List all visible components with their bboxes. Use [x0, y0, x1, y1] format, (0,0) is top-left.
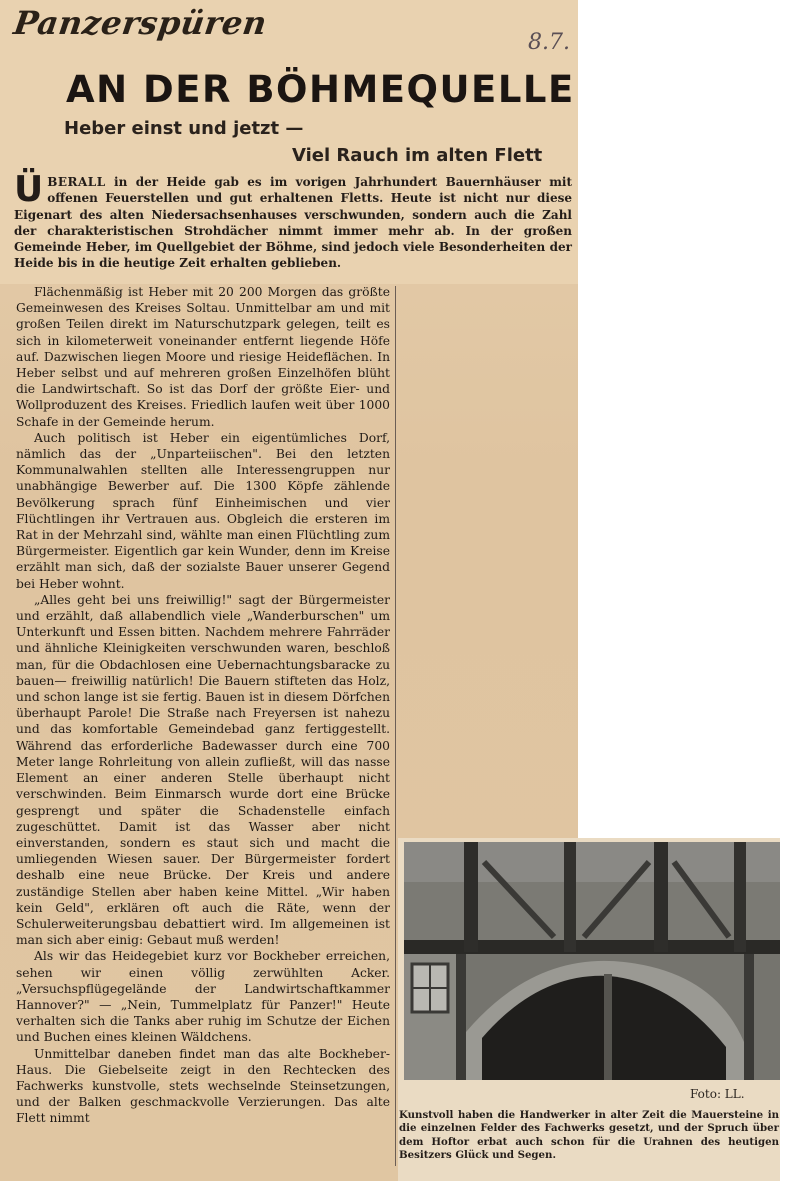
body-paragraph: „Alles geht bei uns freiwillig!" sagt der Bürgermeister und erzählt, daß allabendlich viele „Wanderburschen" um Unterkunft und Essen bitten. Nachdem mehrere Fahrräder und ähnliche Kleinigkeiten verschwunden waren, beschloß man, für die Obdachlosen eine Uebernachtungsbaracke zu bauen— freiwillig natürlich! Die Bauern stifteten das Holz, und schon lange ist sie fertig. Bauen ist in diesem Dörfchen überhaupt Parole! Die Straße nach Freyersen ist nahezu und das komfortable Gemeindebad ganz fertiggestellt. Während das erforderliche Badewasser durch eine 700 Meter lange Rohrleitung von allein zufließt, will das nasse Element an einer anderen Stelle überhaupt nicht verschwinden. Beim Einmarsch wurde dort eine Brücke gesprengt und später die Schadenstelle einfach zugeschüttet. Damit ist das Wasser aber nicht einverstanden, sondern es staut sich und macht die umliegenden Wiesen sauer. Der Bürgermeister fordert deshalb eine neue Brücke. Der Kreis und andere zuständige Stellen aber haben keine Mittel. „Wir haben kein Geld", erklären oft auch die Räte, wenn der Schulerweiterungsbau debattiert wird. Im allgemeinen ist man sich aber einig: Gebaut muß werden! [16, 592, 390, 948]
lead-text: in der Heide gab es im vorigen Jahrhundert Bauernhäuser mit offenen Feuerstellen und gut erhaltenen Fletts. Heute ist nicht nur diese Eigenart des alten Niedersachsenhauses verschwunden, sondern auch die Zahl der charakteristischen Strohdächer nimmt immer mehr ab. In der großen Gemeinde Heber, im Quellgebiet der Böhme, sind jedoch viele Besonderheiten der Heide bis in die heutige Zeit erhalten geblieben. [14, 175, 572, 271]
body-paragraph: Als wir das Heidegebiet kurz vor Bockheber erreichen, sehen wir einen völlig zerwühlten Acker. „Versuchspflügegelände der Landwirtschaftkammer Hannover?" — „Nein, Tummelplatz für Panzer!" Heute verhalten sich die Tanks aber ruhig im Schutze der Eichen und Buchen eines kleinen Wäldchens. [16, 949, 390, 1045]
lead-caps: BERALL [47, 175, 106, 189]
handwritten-date: 8.7. [528, 30, 570, 55]
article-body [16, 284, 390, 1181]
body-paragraph: Unmittelbar daneben findet man das alte Bockheber-Haus. Die Giebelseite zeigt in den Rechtecken des Fachwerks kunstvolle, stets wechselnde Steinsetzungen, und der Balken geschmackvolle Verzierungen. Das alte Flett nimmt [16, 1046, 390, 1126]
column-divider [395, 286, 396, 1166]
handwritten-title: Panzerspüren [11, 4, 270, 42]
headline: AN DER BÖHMEQUELLE [66, 68, 575, 111]
subheadline-1: Heber einst und jetzt — [64, 118, 304, 139]
lead-paragraph [14, 169, 572, 272]
subheadline-2: Viel Rauch im alten Flett [292, 145, 543, 166]
photo-illustration [404, 842, 780, 1080]
half-timbered-house-photo [404, 842, 780, 1080]
body-paragraph: Auch politisch ist Heber ein eigentümliches Dorf, nämlich das der „Unparteiischen". Bei den letzten Kommunalwahlen stellten alle Interessengruppen nur unabhängige Bewerber auf. Die 1300 Köpfe zählende Bevölkerung sprach fünf Einheimischen und vier Flüchtlingen ihr Vertrauen aus. Obgleich die ersteren im Rat in der Mehrzahl sind, wählte man einen Flüchtling zum Bürgermeister. Eigentlich gar kein Wunder, denn im Kreise erzählt man sich, daß der sozialste Bauer unserer Gegend bei Heber wohnt. [16, 430, 390, 591]
body-paragraph: Flächenmäßig ist Heber mit 20 200 Morgen das größte Gemeinwesen des Kreises Soltau. Unmittelbar am und mit großen Teilen direkt im Naturschutzpark gelegen, teilt es sich in kilometerweit voneinander entfernt liegende Höfe auf. Dazwischen liegen Moore und riesige Heideflächen. In Heber selbst und auf mehreren großen Einzelhöfen blüht die Landwirtschaft. So ist das Dorf der größte Eier- und Wollproduzent des Kreises. Friedlich laufen weit über 1000 Schafe in der Gemeinde herum. [16, 285, 390, 429]
drop-cap: Ü [14, 169, 44, 210]
photo-credit: Foto: LL. [690, 1087, 745, 1101]
photo-caption: Kunstvoll haben die Handwerker in alter Zeit die Mauersteine in die einzelnen Felder des Fachwerks gesetzt, und der Spruch über dem Hoftor erbat auch schon für die Urahnen des heutigen Besitzers Glück und Segen. [399, 1109, 779, 1162]
